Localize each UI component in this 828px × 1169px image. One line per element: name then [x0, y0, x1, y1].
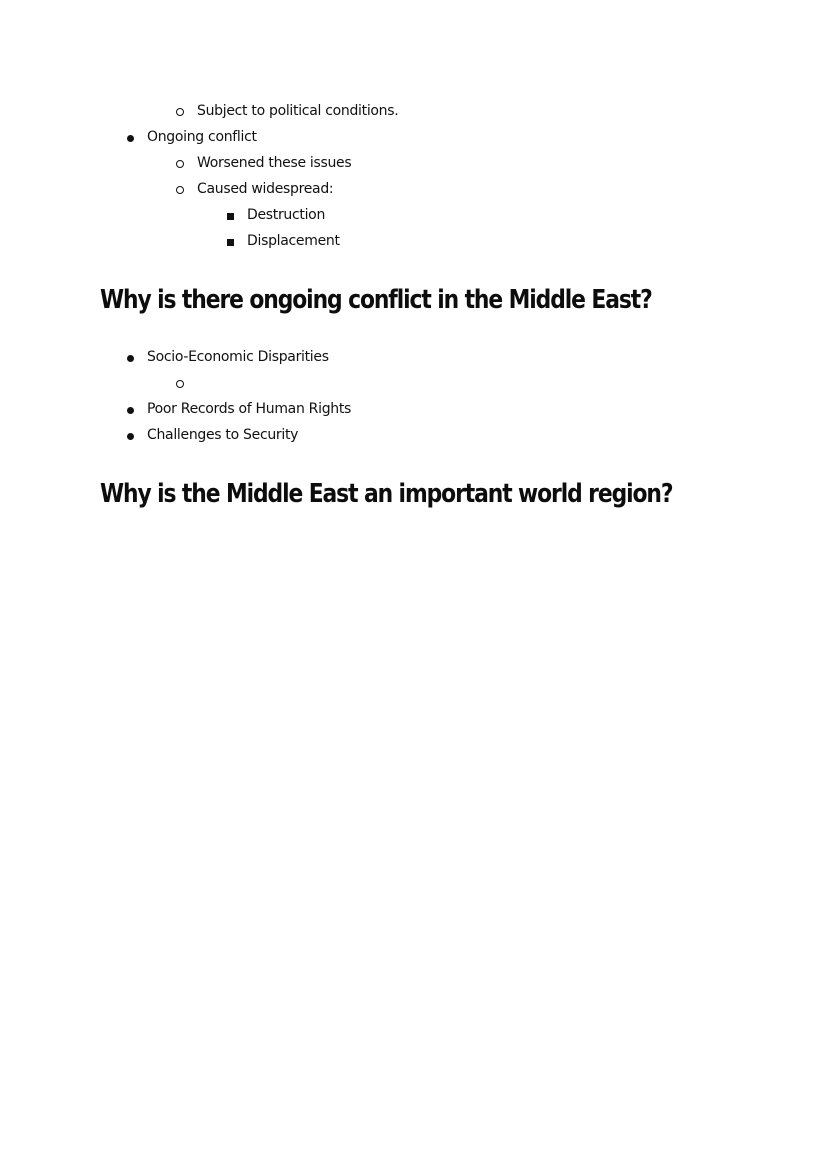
list-item — [225, 204, 325, 226]
list-item-text: Worsened these issues — [197, 155, 352, 171]
hollow-circle-bullet-icon — [175, 154, 197, 173]
list-item — [125, 126, 257, 148]
hollow-circle-bullet-icon — [175, 102, 197, 121]
list-item-text: Poor Records of Human Rights — [147, 401, 352, 417]
list-item-text: Challenges to Security — [147, 427, 299, 443]
filled-circle-bullet-icon — [125, 426, 147, 445]
hollow-circle-bullet-icon — [175, 180, 197, 199]
filled-circle-bullet-icon — [125, 348, 147, 367]
list-item — [175, 372, 197, 394]
hollow-circle-bullet-icon — [175, 374, 197, 393]
square-bullet-icon — [225, 206, 247, 225]
section-heading-importance: Why is the Middle East an important world region? — [100, 479, 673, 509]
list-item — [125, 398, 351, 420]
list-item — [175, 100, 398, 122]
list-item — [125, 346, 329, 368]
square-bullet-icon — [225, 232, 247, 251]
list-item — [225, 230, 340, 252]
list-item — [175, 152, 351, 174]
list-item-text: Ongoing conflict — [147, 129, 257, 145]
filled-circle-bullet-icon — [125, 128, 147, 147]
list-item-text: Destruction — [247, 207, 326, 223]
section-heading-conflict: Why is there ongoing conflict in the Middle East? — [100, 285, 652, 315]
list-item — [125, 424, 298, 446]
list-item-text: Displacement — [247, 233, 340, 249]
filled-circle-bullet-icon — [125, 400, 147, 419]
list-item-text: Subject to political conditions. — [197, 103, 399, 119]
list-item-text: Caused widespread: — [197, 181, 334, 197]
list-item — [175, 178, 333, 200]
list-item-text: Socio-Economic Disparities — [147, 349, 329, 365]
